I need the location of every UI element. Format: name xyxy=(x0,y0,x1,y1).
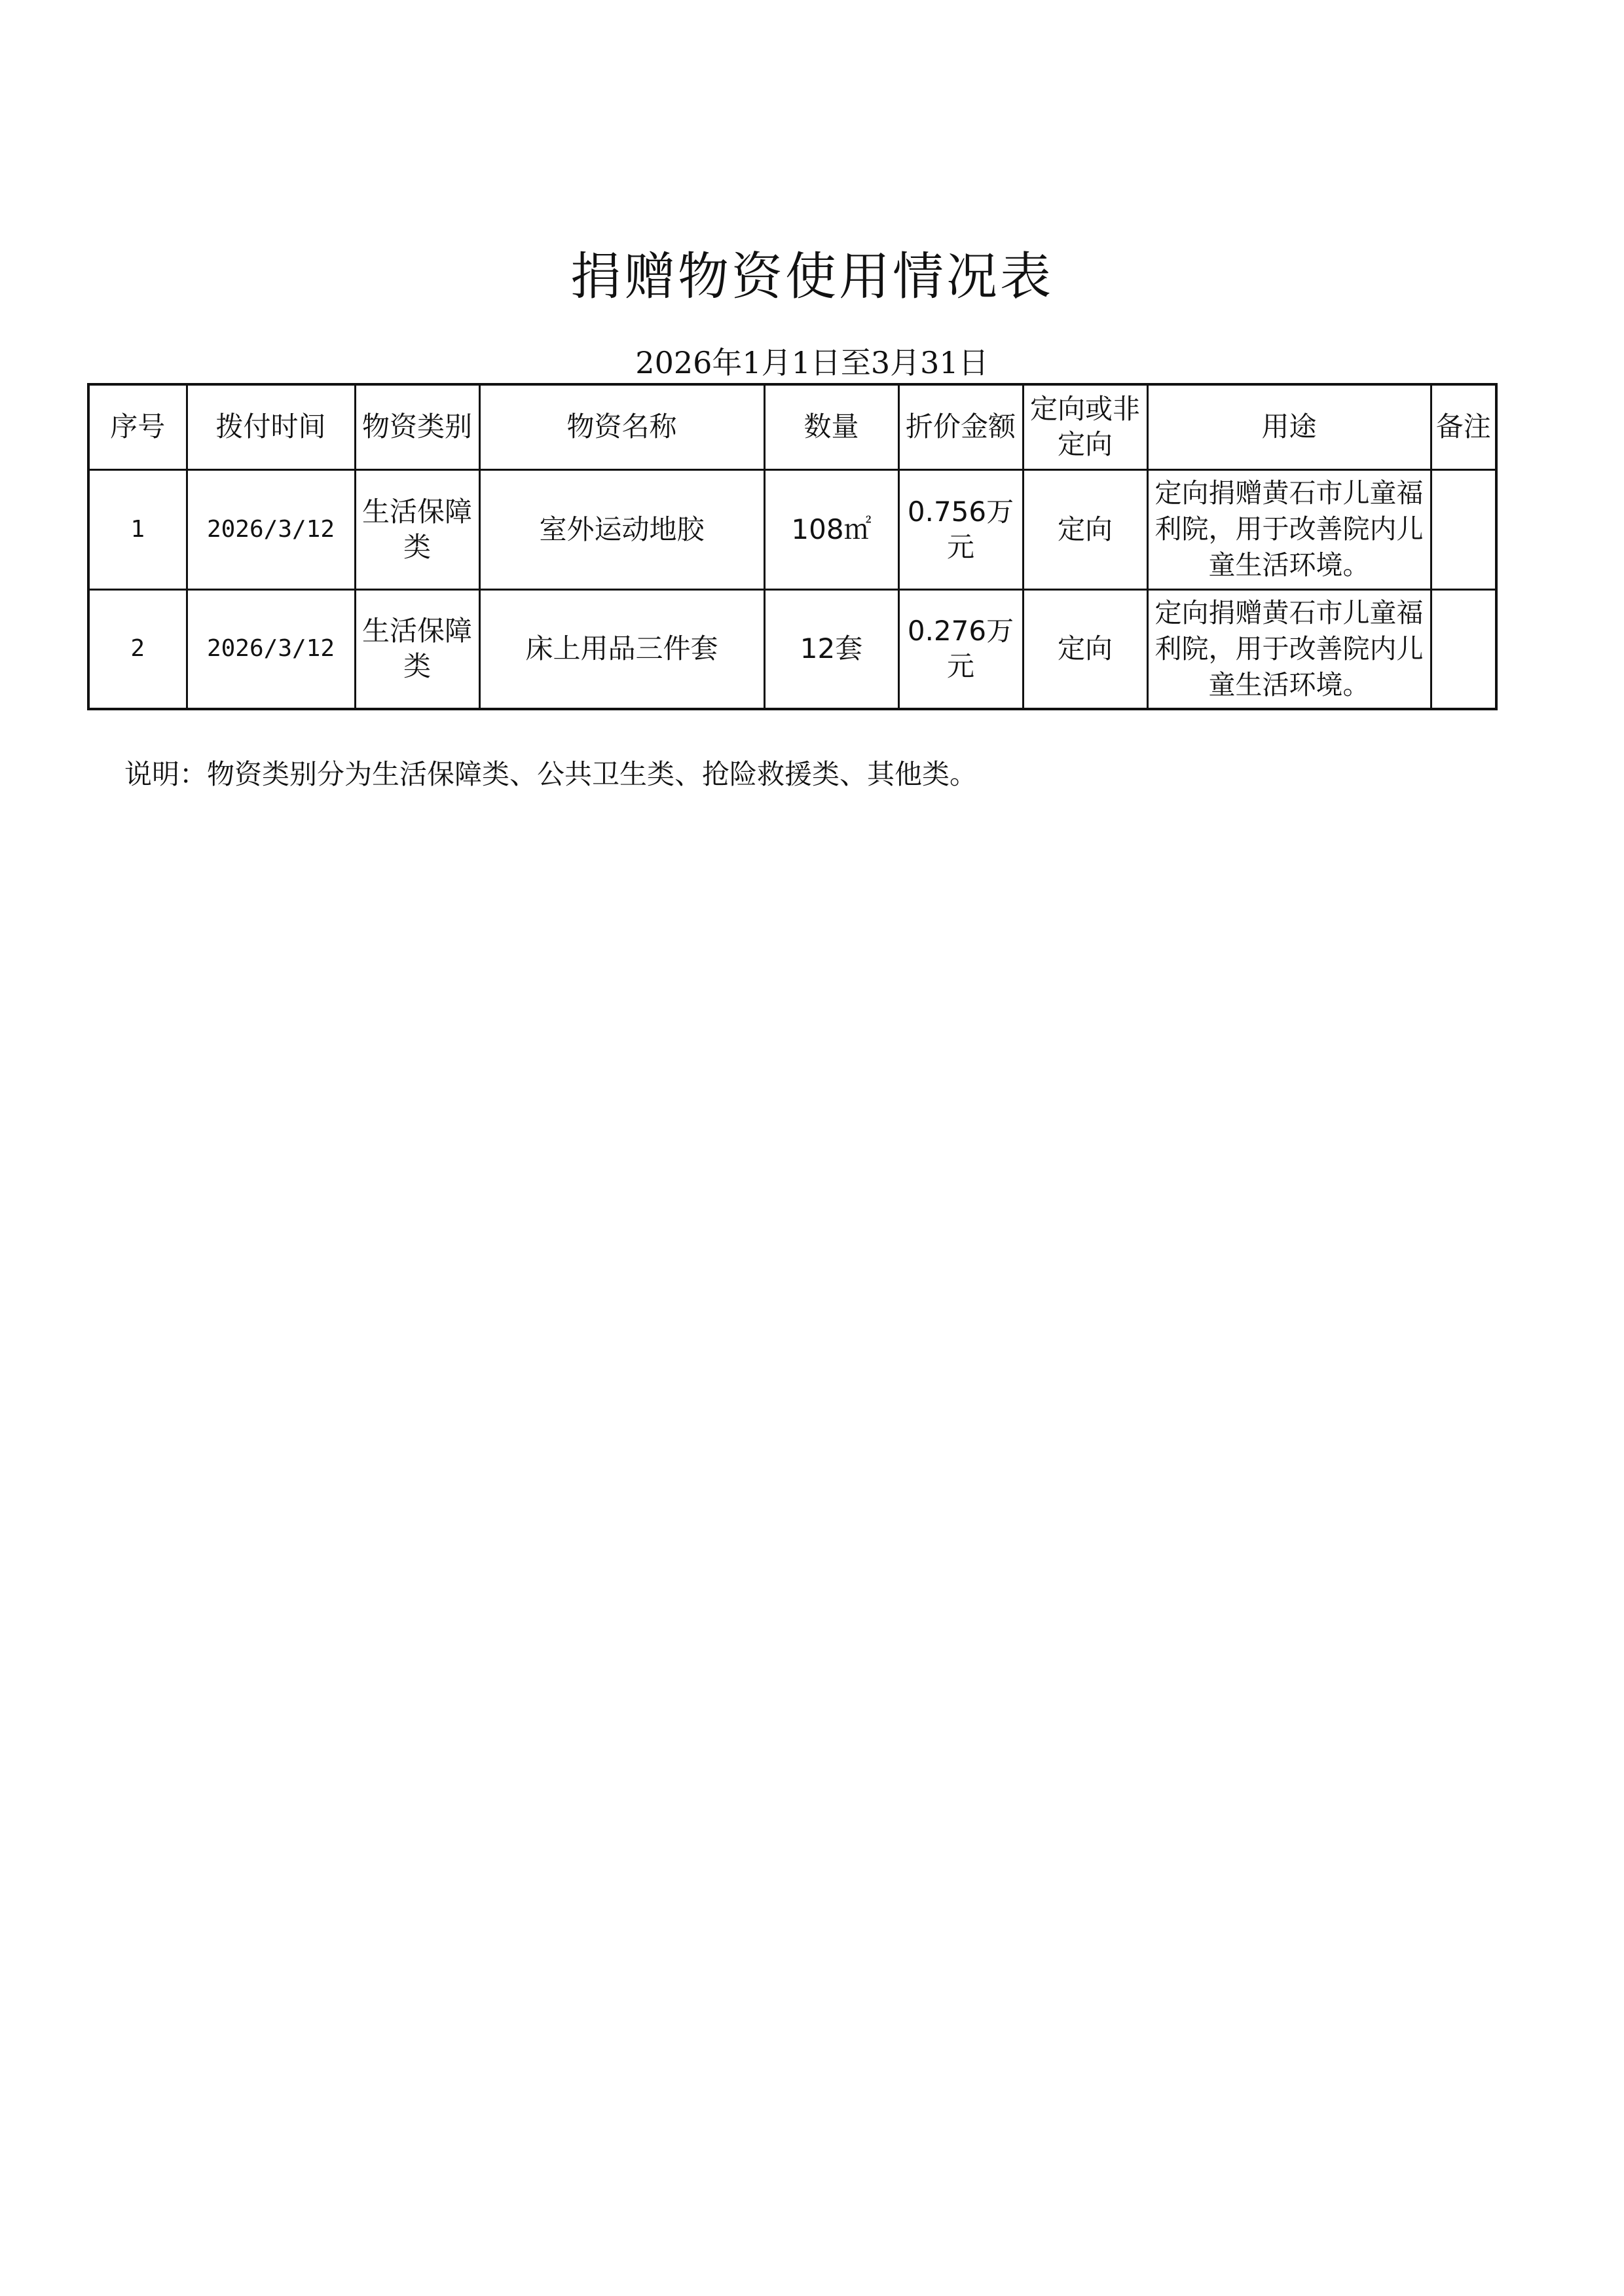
cell-purpose: 定向捐赠黄石市儿童福利院，用于改善院内儿童生活环境。 xyxy=(1147,469,1431,589)
header-quantity: 数量 xyxy=(764,384,898,469)
cell-category: 生活保障类 xyxy=(355,589,479,709)
cell-value: 0.756万元 xyxy=(898,469,1023,589)
cell-index: 1 xyxy=(88,469,187,589)
footnote: 说明：物资类别分为生活保障类、公共卫生类、抢险救援类、其他类。 xyxy=(124,758,978,790)
cell-name: 室外运动地胶 xyxy=(479,469,764,589)
header-direction: 定向或非定向 xyxy=(1023,384,1147,469)
report-period: 2026年1月1日至3月31日 xyxy=(635,345,989,380)
header-date: 拨付时间 xyxy=(187,384,355,469)
header-index: 序号 xyxy=(88,384,187,469)
cell-quantity: 12套 xyxy=(764,589,898,709)
header-purpose: 用途 xyxy=(1147,384,1431,469)
donation-table-container xyxy=(87,383,1495,710)
cell-direction: 定向 xyxy=(1023,589,1147,709)
page-title: 捐赠物资使用情况表 xyxy=(570,247,1054,306)
cell-direction: 定向 xyxy=(1023,469,1147,589)
cell-purpose: 定向捐赠黄石市儿童福利院，用于改善院内儿童生活环境。 xyxy=(1147,589,1431,709)
cell-date: 2026/3/12 xyxy=(187,469,355,589)
cell-quantity: 108㎡ xyxy=(764,469,898,589)
header-category: 物资类别 xyxy=(355,384,479,469)
cell-index: 2 xyxy=(88,589,187,709)
cell-remark xyxy=(1431,589,1496,709)
header-value: 折价金额 xyxy=(898,384,1023,469)
donation-usage-table xyxy=(87,383,1498,710)
table-row xyxy=(88,469,1496,589)
cell-name: 床上用品三件套 xyxy=(479,589,764,709)
cell-remark xyxy=(1431,469,1496,589)
header-remark: 备注 xyxy=(1431,384,1496,469)
cell-date: 2026/3/12 xyxy=(187,589,355,709)
header-name: 物资名称 xyxy=(479,384,764,469)
table-row xyxy=(88,589,1496,709)
table-header-row xyxy=(88,384,1496,469)
cell-category: 生活保障类 xyxy=(355,469,479,589)
cell-value: 0.276万元 xyxy=(898,589,1023,709)
